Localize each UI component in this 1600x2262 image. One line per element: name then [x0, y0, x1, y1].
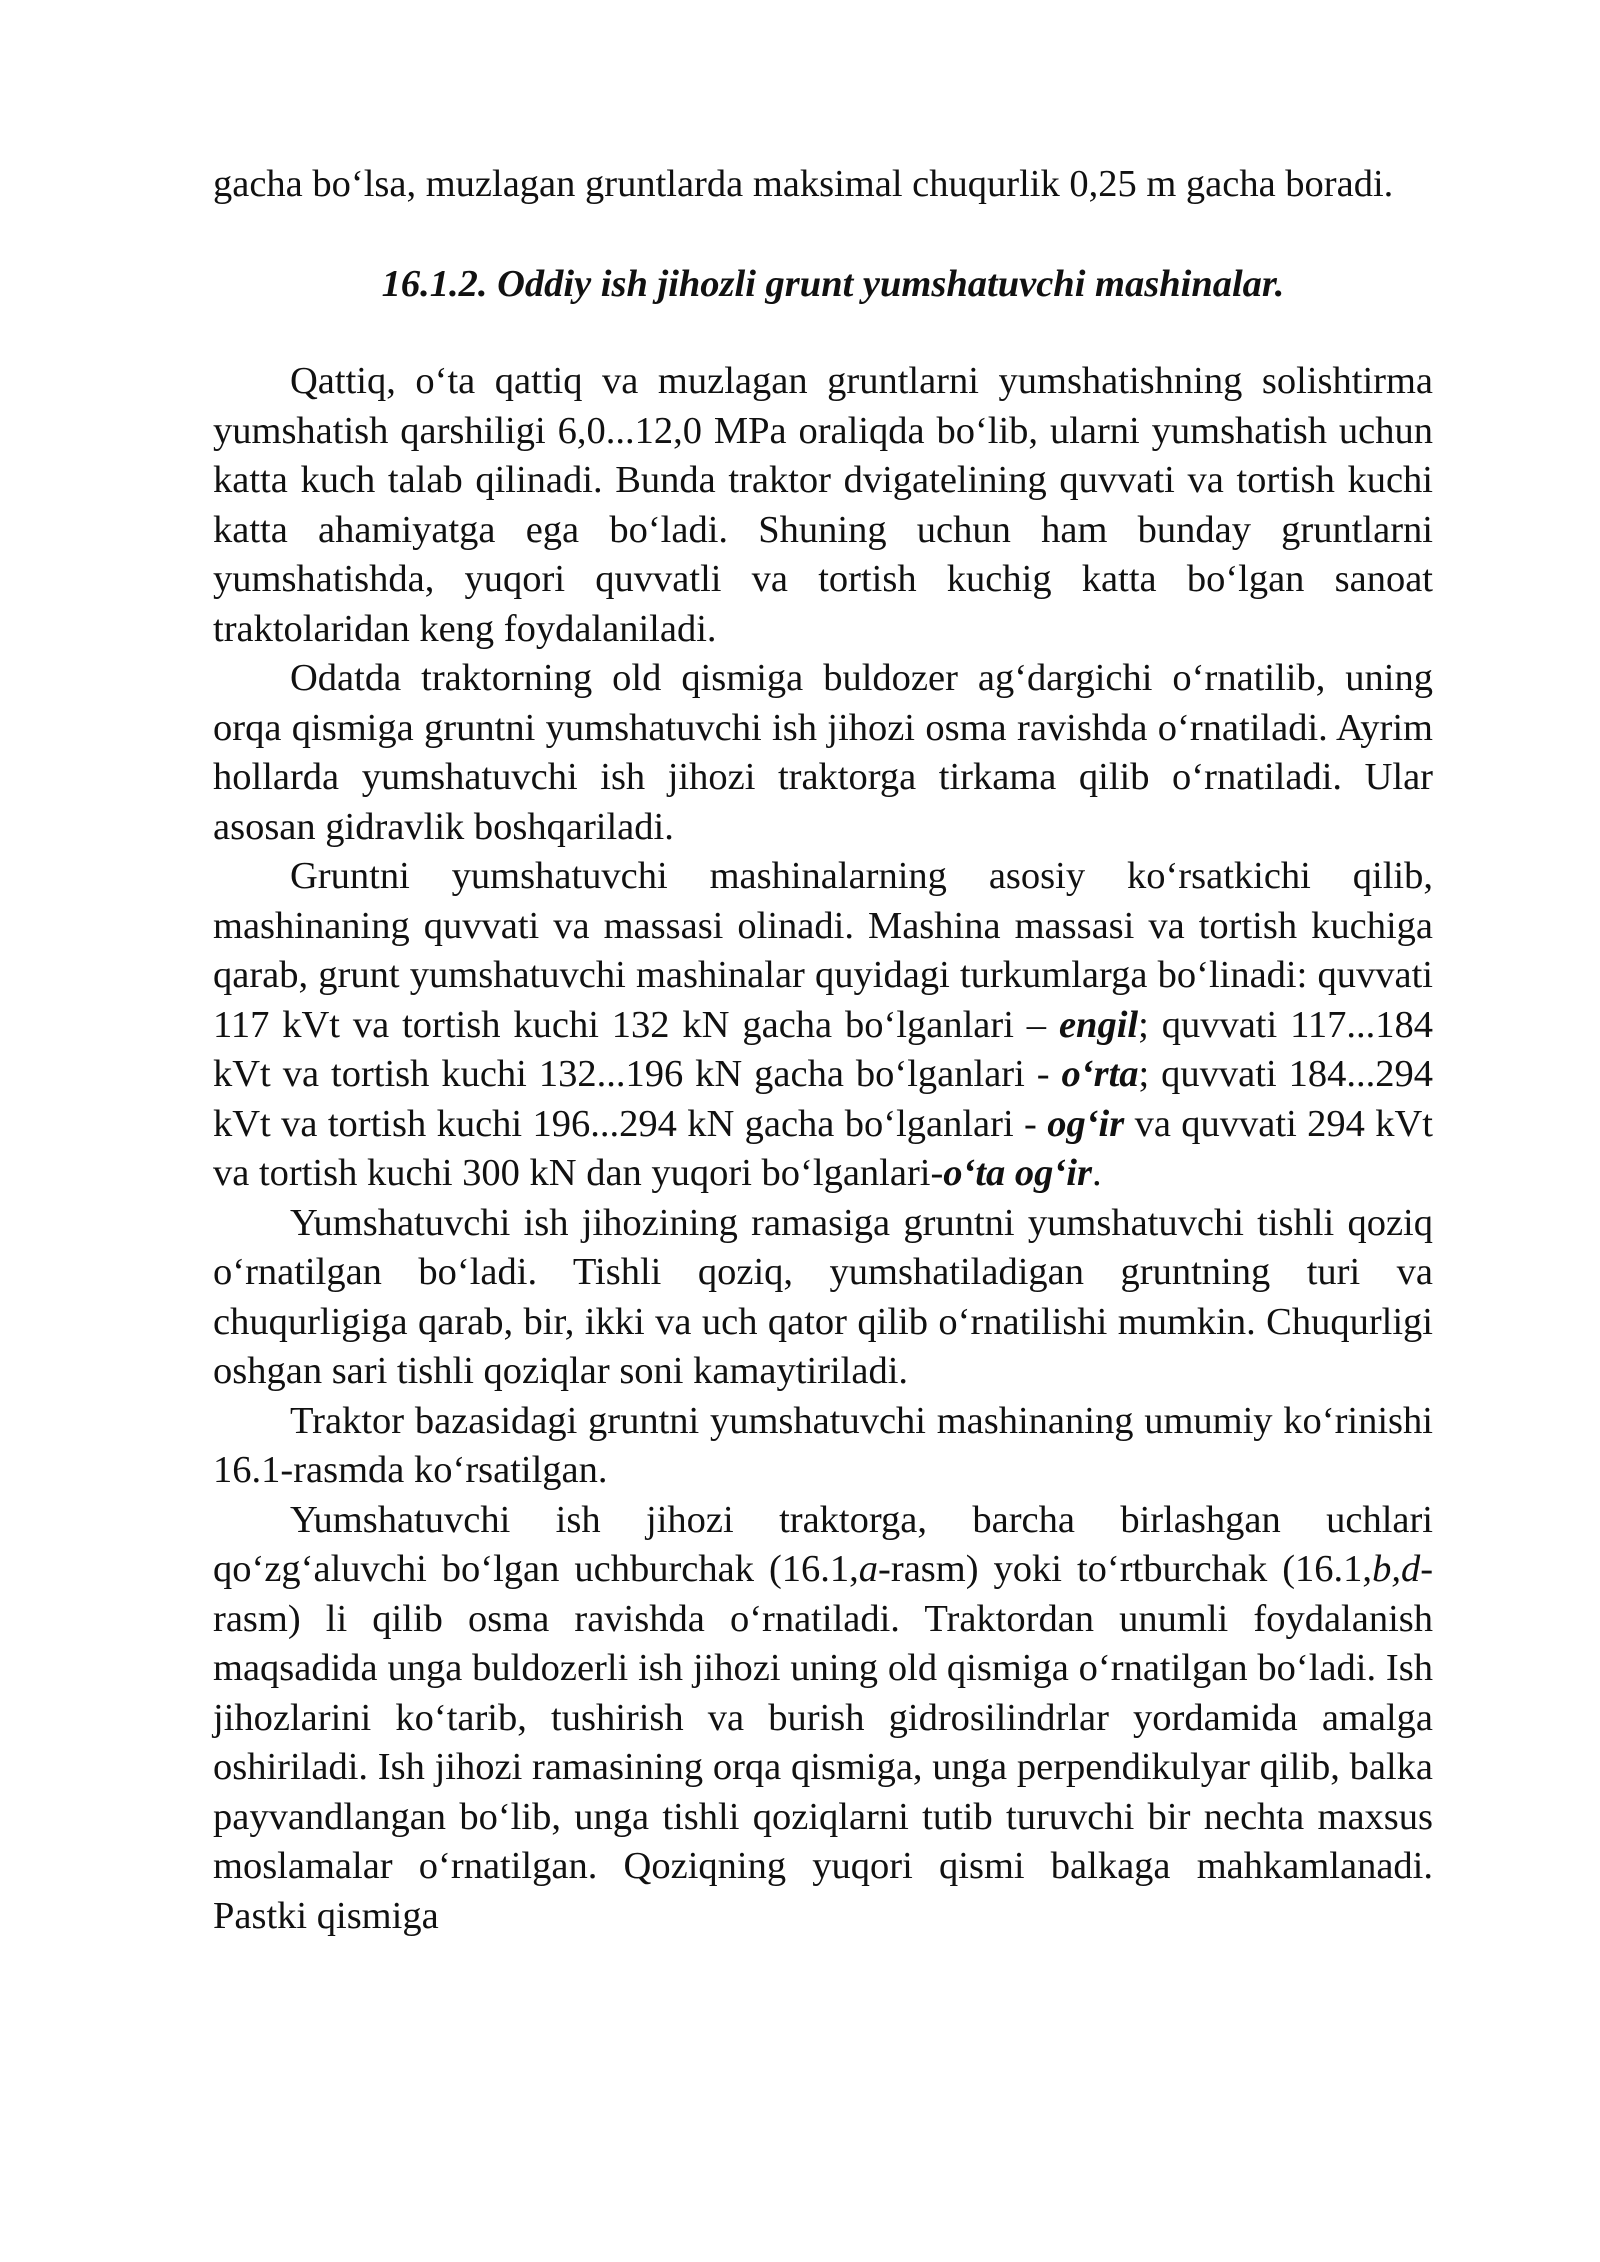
paragraph-1: Qattiq, o‘ta qattiq va muzlagan gruntlarni yumshatishning solishtirma yumshatish qarshiligi 6,0...12,0 MPa oraliqda bo‘lib, ularni yumshatish uchun katta kuch talab qilinadi. Bunda traktor dvigatelining quvvati va tortish kuchi katta ahamiyatga ega bo‘ladi. Shuning uchun ham bunday gruntlarni yumshatishda, yuqori quvvatli va tortish kuchig katta bo‘lgan sanoat traktolaridan keng foydalaniladi. — [213, 360, 1433, 650]
paragraph-6-text-1: Yumshatuvchi ish jihozi traktorga, barcha birlashgan uchlari qo‘zg‘aluvchi bo‘lgan uchburchak (16.1, — [213, 1498, 1433, 1590]
paragraph-6-text-3: -rasm) li qilib osma ravishda o‘rnatiladi. Traktordan unumli foydalanish maqsadida unga buldozerli ish jihozi uning old qismiga o‘rnatilgan bo‘ladi. Ish jihozlarini ko‘tarib, tushirish va burish gidrosilindrlar yordamida amalga oshiriladi. Ish jihozi ramasining orqa qismiga, unga perpendikulyar qilib, balka payvandlangan bo‘lib, unga tishli qoziqlarni tutib turuvchi bir nechta maxsus moslamalar o‘rnatilgan. Qoziqning yuqori qismi balkaga mahkamlanadi. Pastki qismiga — [213, 1548, 1434, 1937]
continuation-paragraph: gacha bo‘lsa, muzlagan gruntlarda maksimal chuqurlik 0,25 m gacha boradi. — [213, 163, 1394, 205]
figure-ref-a: a — [858, 1548, 879, 1590]
paragraph-4: Yumshatuvchi ish jihozining ramasiga gruntni yumshatuvchi tishli qoziq o‘rnatilgan bo‘ladi. Tishli qoziq, yumshatiladigan gruntning turi va chuqurligiga qarab, bir, ikki va uch qator qilib o‘rnatilishi mumkin. Chuqurligi oshgan sari tishli qoziqlar soni kamaytiriladi. — [213, 1201, 1433, 1392]
paragraph-5: Traktor bazasidagi gruntni yumshatuvchi mashinaning umumiy ko‘rinishi 16.1-rasmda ko‘rsatilgan. — [213, 1399, 1433, 1491]
figure-ref-bd: b,d — [1372, 1548, 1421, 1590]
paragraph-3-text-1: Gruntni yumshatuvchi mashinalarning asosiy ko‘rsatkichi qilib, mashinaning quvvati va massasi olinadi. Mashina massasi va tortish kuchiga qarab, grunt yumshatuvchi mashinalar quyidagi turkumlarga bo‘linadi: quvvati 117 kVt va tortish kuchi 132 kN gacha bo‘lganlari – — [213, 855, 1433, 1046]
paragraph-3-text-3: ; quvvati 184...294 kVt va tortish kuchi 196...294 kN gacha bo‘lganlari - — [213, 1053, 1433, 1145]
paragraph-3 — [213, 852, 1433, 1199]
paragraph-6-text-2: -rasm) yoki to‘rtburchak (16.1, — [878, 1548, 1373, 1590]
paragraph-3-text-4: va quvvati 294 kVt va tortish kuchi 300 kN dan yuqori bo‘lganlari- — [213, 1102, 1433, 1194]
paragraph-2: Odatda traktorning old qismiga buldozer ag‘dargichi o‘rnatilib, uning orqa qismiga gruntni yumshatuvchi ish jihozi osma ravishda o‘rnatiladi. Ayrim hollarda yumshatuvchi ish jihozi traktorga tirkama qilib o‘rnatiladi. Ular asosan gidravlik boshqariladi. — [213, 657, 1433, 848]
category-medium: o‘rta — [1061, 1053, 1139, 1095]
category-extra-heavy: o‘ta og‘ir — [943, 1152, 1092, 1194]
document-page — [213, 160, 1433, 1941]
paragraph-6 — [213, 1496, 1433, 1942]
paragraph-3-text-5: . — [1091, 1152, 1102, 1194]
category-heavy: og‘ir — [1047, 1102, 1125, 1145]
section-heading: 16.1.2. Oddiy ish jihozli grunt yumshatuvchi mashinalar. — [381, 262, 1285, 305]
category-light: engil — [1058, 1003, 1139, 1046]
paragraph-3-text-2: ; quvvati 117...184 kVt va tortish kuchi 132...196 kN gacha bo‘lganlari - — [213, 1003, 1434, 1095]
